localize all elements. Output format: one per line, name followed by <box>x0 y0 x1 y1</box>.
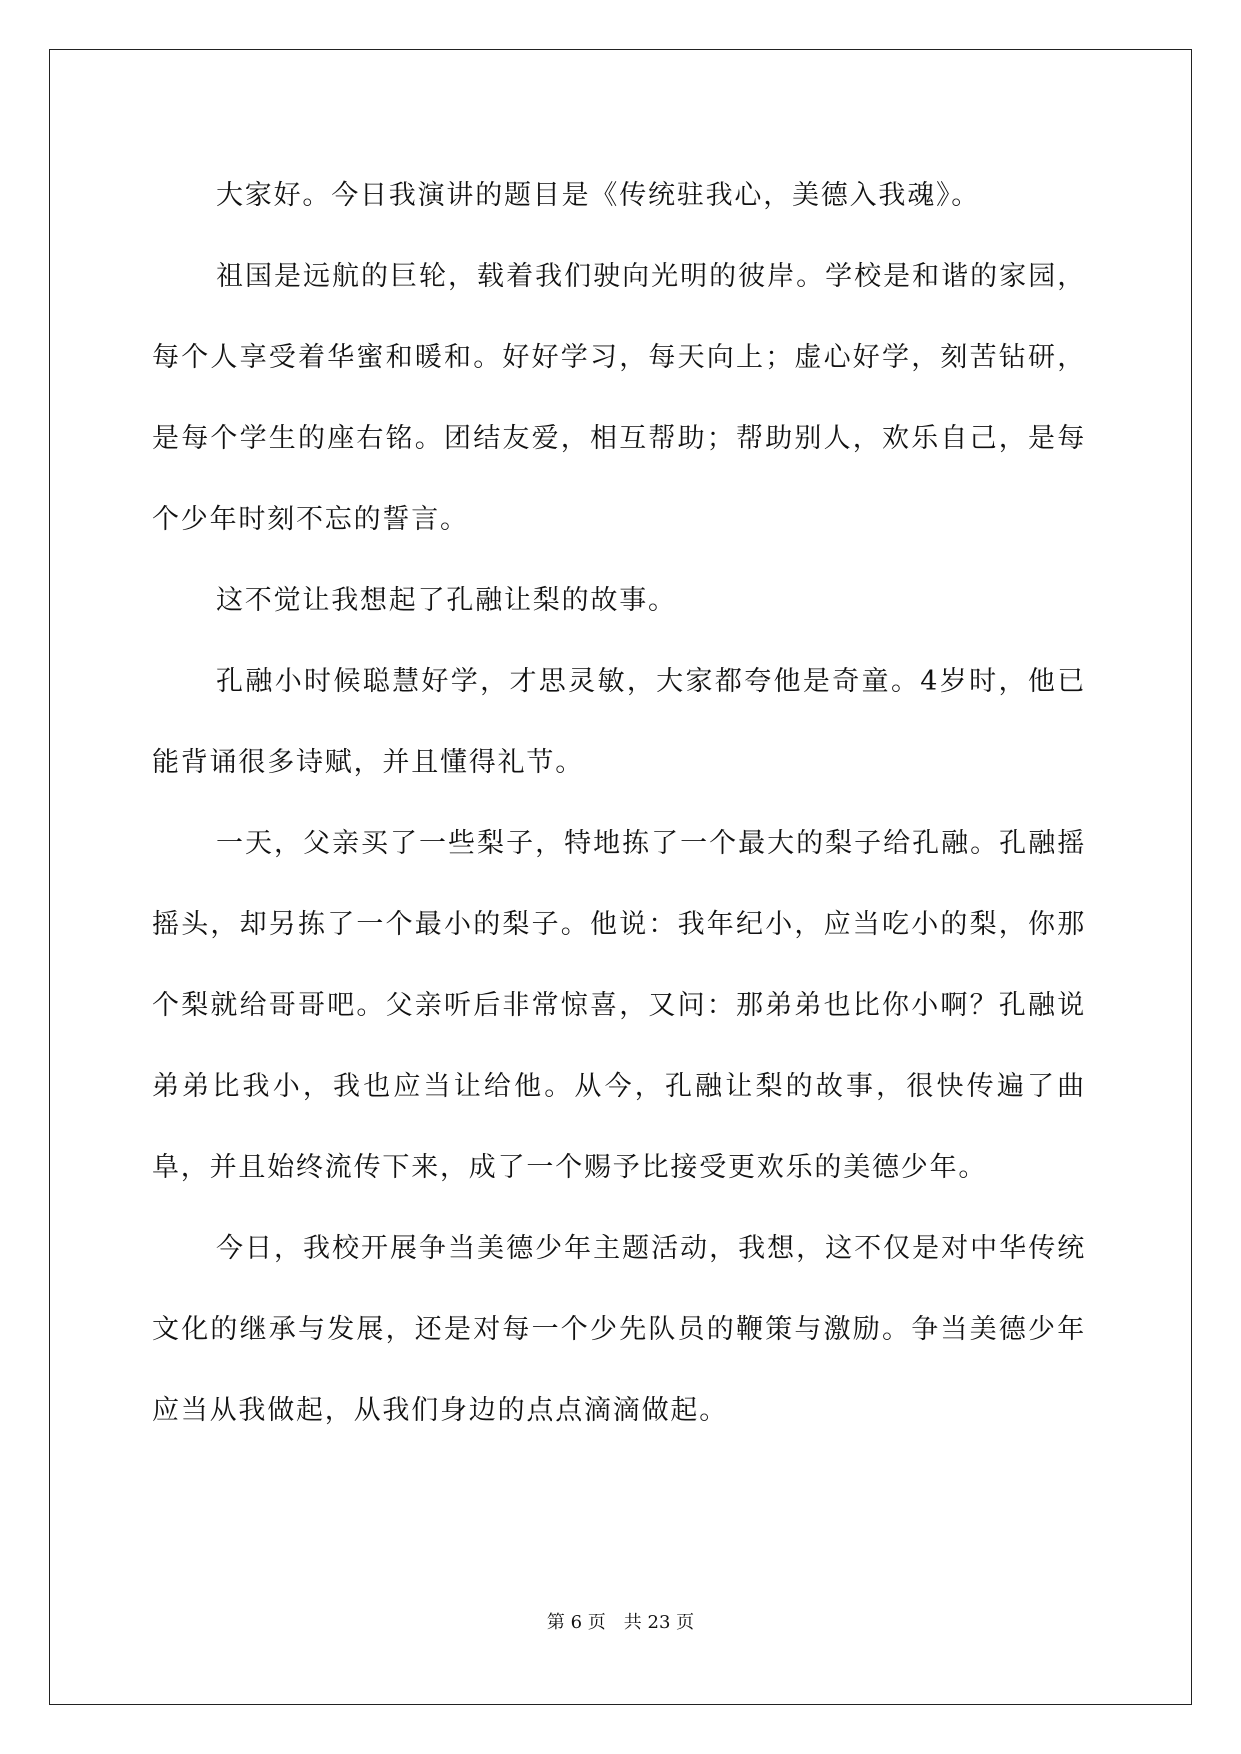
paragraph: 孔融小时候聪慧好学，才思灵敏，大家都夸他是奇童。4岁时，他已能背诵很多诗赋，并且懂得礼节。 <box>152 666 1086 778</box>
paragraph: 祖国是远航的巨轮，载着我们驶向光明的彼岸。学校是和谐的家园，每个人享受着华蜜和暖和。好好学习，每天向上；虚心好学，刻苦钻研，是每个学生的座右铭。团结友爱，相互帮助；帮助别人，欢乐自己，是每个少年时刻不忘的誓言。 <box>152 261 1086 535</box>
page-number-footer: 第 6 页 共 23 页 <box>546 1612 695 1633</box>
paragraph: 一天，父亲买了一些梨子，特地拣了一个最大的梨子给孔融。孔融摇摇头，却另拣了一个最小的梨子。他说：我年纪小，应当吃小的梨，你那个梨就给哥哥吧。父亲听后非常惊喜，又问：那弟弟也比你小啊？孔融说弟弟比我小，我也应当让给他。从今，孔融让梨的故事，很快传遍了曲阜，并且始终流传下来，成了一个赐予比接受更欢乐的美德少年。 <box>152 828 1086 1183</box>
document-body <box>152 155 1086 1451</box>
paragraph: 这不觉让我想起了孔融让梨的故事。 <box>216 585 677 616</box>
paragraph: 大家好。今日我演讲的题目是《传统驻我心，美德入我魂》。 <box>216 180 981 211</box>
paragraph: 今日，我校开展争当美德少年主题活动，我想，这不仅是对中华传统文化的继承与发展，还是对每一个少先队员的鞭策与激励。争当美德少年应当从我做起，从我们身边的点点滴滴做起。 <box>152 1233 1086 1426</box>
